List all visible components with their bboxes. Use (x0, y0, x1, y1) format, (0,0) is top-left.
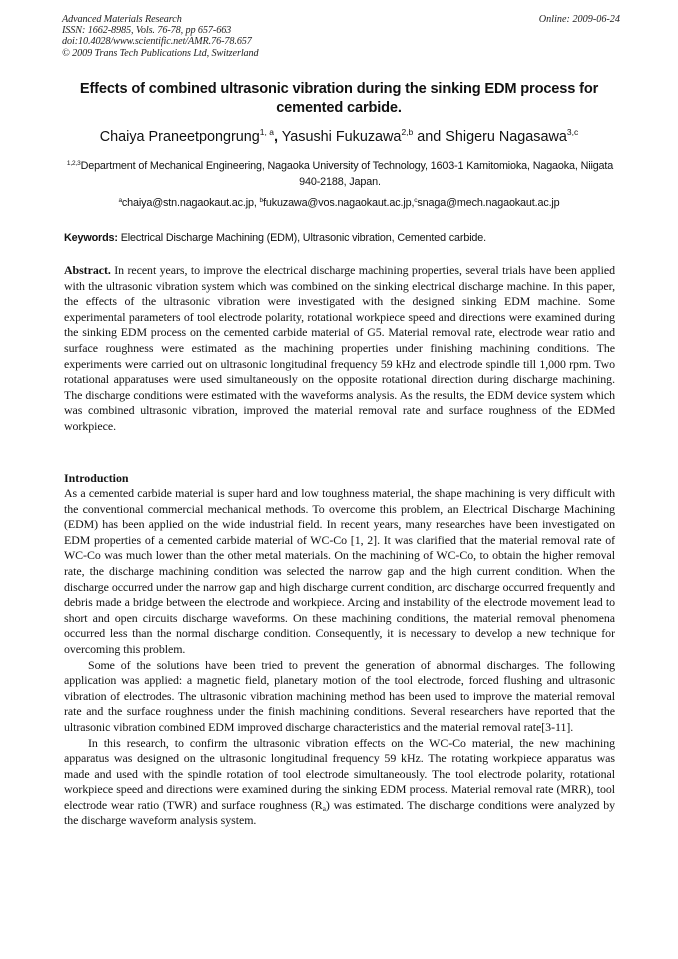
affiliation-mark: 1,2,3 (66, 160, 81, 167)
journal-info-block (62, 14, 259, 59)
abstract-label: Abstract. (64, 263, 111, 277)
copyright-line: © 2009 Trans Tech Publications Ltd, Switzerland (62, 47, 259, 59)
author-affiliation-mark: 3,c (566, 127, 579, 137)
introduction-body (64, 486, 615, 829)
email-link[interactable]: snaga@mech.nagaokaut.ac.jp (417, 197, 560, 209)
author-name: Chaiya Praneetpongrung (99, 129, 260, 145)
doi-line: doi:10.4028/www.scientific.net/AMR.76-78.657 (62, 36, 252, 48)
abstract (64, 263, 615, 435)
intro-paragraph (64, 736, 615, 830)
email-mark: c (414, 197, 418, 204)
introduction-heading: Introduction (64, 471, 129, 485)
email-link[interactable]: chaiya@stn.nagaokaut.ac.jp (121, 197, 254, 209)
issn-line: ISSN: 1662-8985, Vols. 76-78, pp 657-663 (62, 25, 232, 37)
online-date: Online: 2009-06-24 (538, 14, 620, 25)
keywords (64, 231, 624, 245)
email-separator: , (411, 197, 415, 209)
intro-paragraph-text: ) was estimated. The discharge conditions were analyzed by the discharge waveform analysis system. (64, 797, 615, 828)
author-conjunction: and (417, 129, 442, 145)
subscript: a (322, 803, 326, 813)
author-separator: , (273, 129, 278, 145)
keywords-text: Electrical Discharge Machining (EDM), Ultrasonic vibration, Cemented carbide. (117, 232, 486, 244)
abstract-text: In recent years, to improve the electrical discharge machining properties, several trials have been applied with the ultrasonic vibration system which was combined on the sinking electrical discharge machine. In this paper, the effects of the ultrasonic vibration were investigated with the designed sinking EDM machine. Some experimental parameters of tool electrode polarity, rotational workpiece speed and directions were examined during the sinking EDM process on the cemented carbide material of G5. Material removal rate, electrode wear ratio and surface roughness were estimated as the machining properties under finishing machining conditions. The experiments were carried out on ultrasonic longitudinal frequency 59 kHz and electrode spindle till 1,000 rpm. Two rotational apparatuses were used simultaneously on the opposite rotational direction during discharge machining. The discharge conditions were estimated with the waveforms analysis. As the results, the EDM device system which was combined ultrasonic vibration, improved the material removal rate and surface roughness of the EDMed workpiece. (64, 263, 615, 433)
journal-name: Advanced Materials Research (62, 14, 182, 25)
intro-paragraph: As a cemented carbide material is super hard and low toughness material, the shape machining is very difficult with the conventional commercial mechanical methods. To overcome this problem, an Electrical Discharge Machining (EDM) has been applied on the wide industrial field. In recent years, many researches have been investigated on EDM properties of a cemented carbide material of WC-Co [1, 2]. It was clarified that the material removal rate of WC-Co was much lower than the other metal materials. On the machining of WC-Co, to obtain the higher removal rate, the discharge machining condition was selected the narrow gap and the high current condition. When the discharge occurred under the narrow gap and high discharge current condition, arc discharge occurred frequently and debris made a bridge between the electrode and workpiece. Arcing and instability of the electrode movement lead to short and open circuits discharge waveforms. On these machining conditions, the material removal phenomena occurred less than the normal discharge condition. Consequently, it is necessary to develop a new technique for overcoming this problem. (64, 486, 615, 656)
keywords-label: Keywords: (64, 232, 118, 244)
author-affiliation-mark: 1, a (259, 127, 274, 137)
affiliation-text: Department of Mechanical Engineering, Nagaoka University of Technology, 1603-1 Kamitomioka, Nagaoka, Niigata 940-2188, Japan. (80, 160, 614, 188)
email-separator: , (253, 197, 260, 209)
author-list (58, 128, 620, 146)
affiliation (58, 159, 622, 190)
email-mark: b (259, 197, 264, 204)
email-list (58, 196, 620, 210)
email-link[interactable]: fukuzawa@vos.nagaokaut.ac.jp (263, 197, 412, 209)
paper-title: Effects of combined ultrasonic vibration during the sinking EDM process for cemented carbide. (79, 81, 599, 116)
intro-paragraph: Some of the solutions have been tried to prevent the generation of abnormal discharges. The following application was applied: a magnetic field, planetary motion of the tool electrode, forced flushing and ultrasonic vibration of electrodes. The ultrasonic vibration machining method has been used to improve the material removal rate and the surface roughness under the finish machining conditions. Several researchers have reported that the ultrasonic vibration combined EDM improved discharge characteristics and the material removal rate[3-11]. (64, 657, 615, 734)
email-mark: a (118, 197, 122, 204)
author-affiliation-mark: 2,b (401, 127, 414, 137)
intro-paragraph-text: In this research, to confirm the ultrasonic vibration effects on the WC-Co material, the new machining apparatus was designed on the ultrasonic longitudinal frequency 59 kHz. The rotating workpiece apparatus was made and used with the spindle rotation of tool electrode simultaneously. The tool electrode polarity, rotational workpiece speed and directions were examined during the sinking EDM process. Material removal rate (MRR), tool electrode wear ratio (TWR) and surface roughness (R (64, 735, 615, 812)
author-name: Shigeru Nagasawa (445, 129, 567, 145)
author-name: Yasushi Fukuzawa (281, 129, 402, 145)
